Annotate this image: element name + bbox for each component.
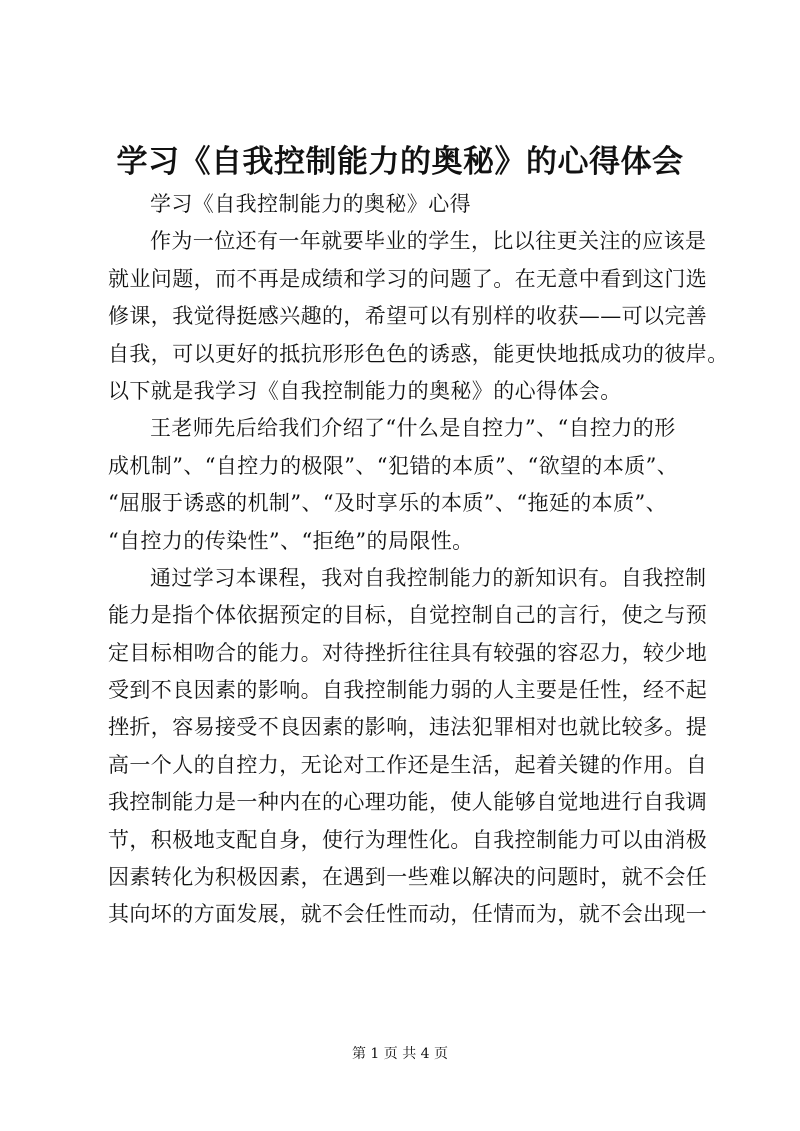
paragraph-line: 修课，我觉得挺感兴趣的，希望可以有别样的收获——可以完善 [108,304,708,329]
paragraph-line: 节，积极地支配自身，使行为理性化。自我控制能力可以由消极 [108,827,708,852]
paragraph-line: 就业问题，而不再是成绩和学习的问题了。在无意中看到这门选 [108,266,708,291]
paragraph-line: 其向坏的方面发展，就不会任性而动，任情而为，就不会出现一 [108,902,708,927]
paragraph-line: 高一个人的自控力，无论对工作还是生活，起着关键的作用。自 [108,752,708,777]
paragraph-line: “自控力的传染性”、“拒绝”的局限性。 [108,528,474,553]
document-title: 学习《自我控制能力的奥秘》的心得体会 [116,144,684,180]
paragraph-line: 挫折，容易接受不良因素的影响，违法犯罪相对也就比较多。提 [108,715,708,740]
paragraph-line: 以下就是我学习《自我控制能力的奥秘》的心得体会。 [108,378,622,403]
page-number: 第 1 页 共 4 页 [351,1046,449,1062]
paragraph-line: 定目标相吻合的能力。对待挫折往往具有较强的容忍力，较少地 [108,640,708,665]
paragraph-line: “屈服于诱惑的机制”、“及时享乐的本质”、“拖延的本质”、 [108,491,668,516]
paragraph-line: 我控制能力是一种内在的心理功能，使人能够自觉地进行自我调 [108,790,708,815]
paragraph-line: 受到不良因素的影响。自我控制能力弱的人主要是任性，经不起 [108,678,708,703]
paragraph-line: 王老师先后给我们介绍了“什么是自控力”、“自控力的形 [150,416,676,441]
paragraph-line: 因素转化为积极因素，在遇到一些难以解决的问题时，就不会任 [108,865,708,890]
paragraph-line: 成机制”、“自控力的极限”、“犯错的本质”、“欲望的本质”、 [108,453,679,478]
paragraph-line: 能力是指个体依据预定的目标，自觉控制自己的言行，使之与预 [108,603,708,628]
paragraph-line: 通过学习本课程，我对自我控制能力的新知识有。自我控制 [150,565,707,590]
paragraph-line: 作为一位还有一年就要毕业的学生，比以往更关注的应该是 [150,229,707,254]
paragraph-line: 自我，可以更好的抵抗形形色色的诱惑，能更快地抵成功的彼岸。 [108,341,729,366]
document-body [108,186,729,934]
section-heading: 学习《自我控制能力的奥秘》心得 [150,192,471,216]
